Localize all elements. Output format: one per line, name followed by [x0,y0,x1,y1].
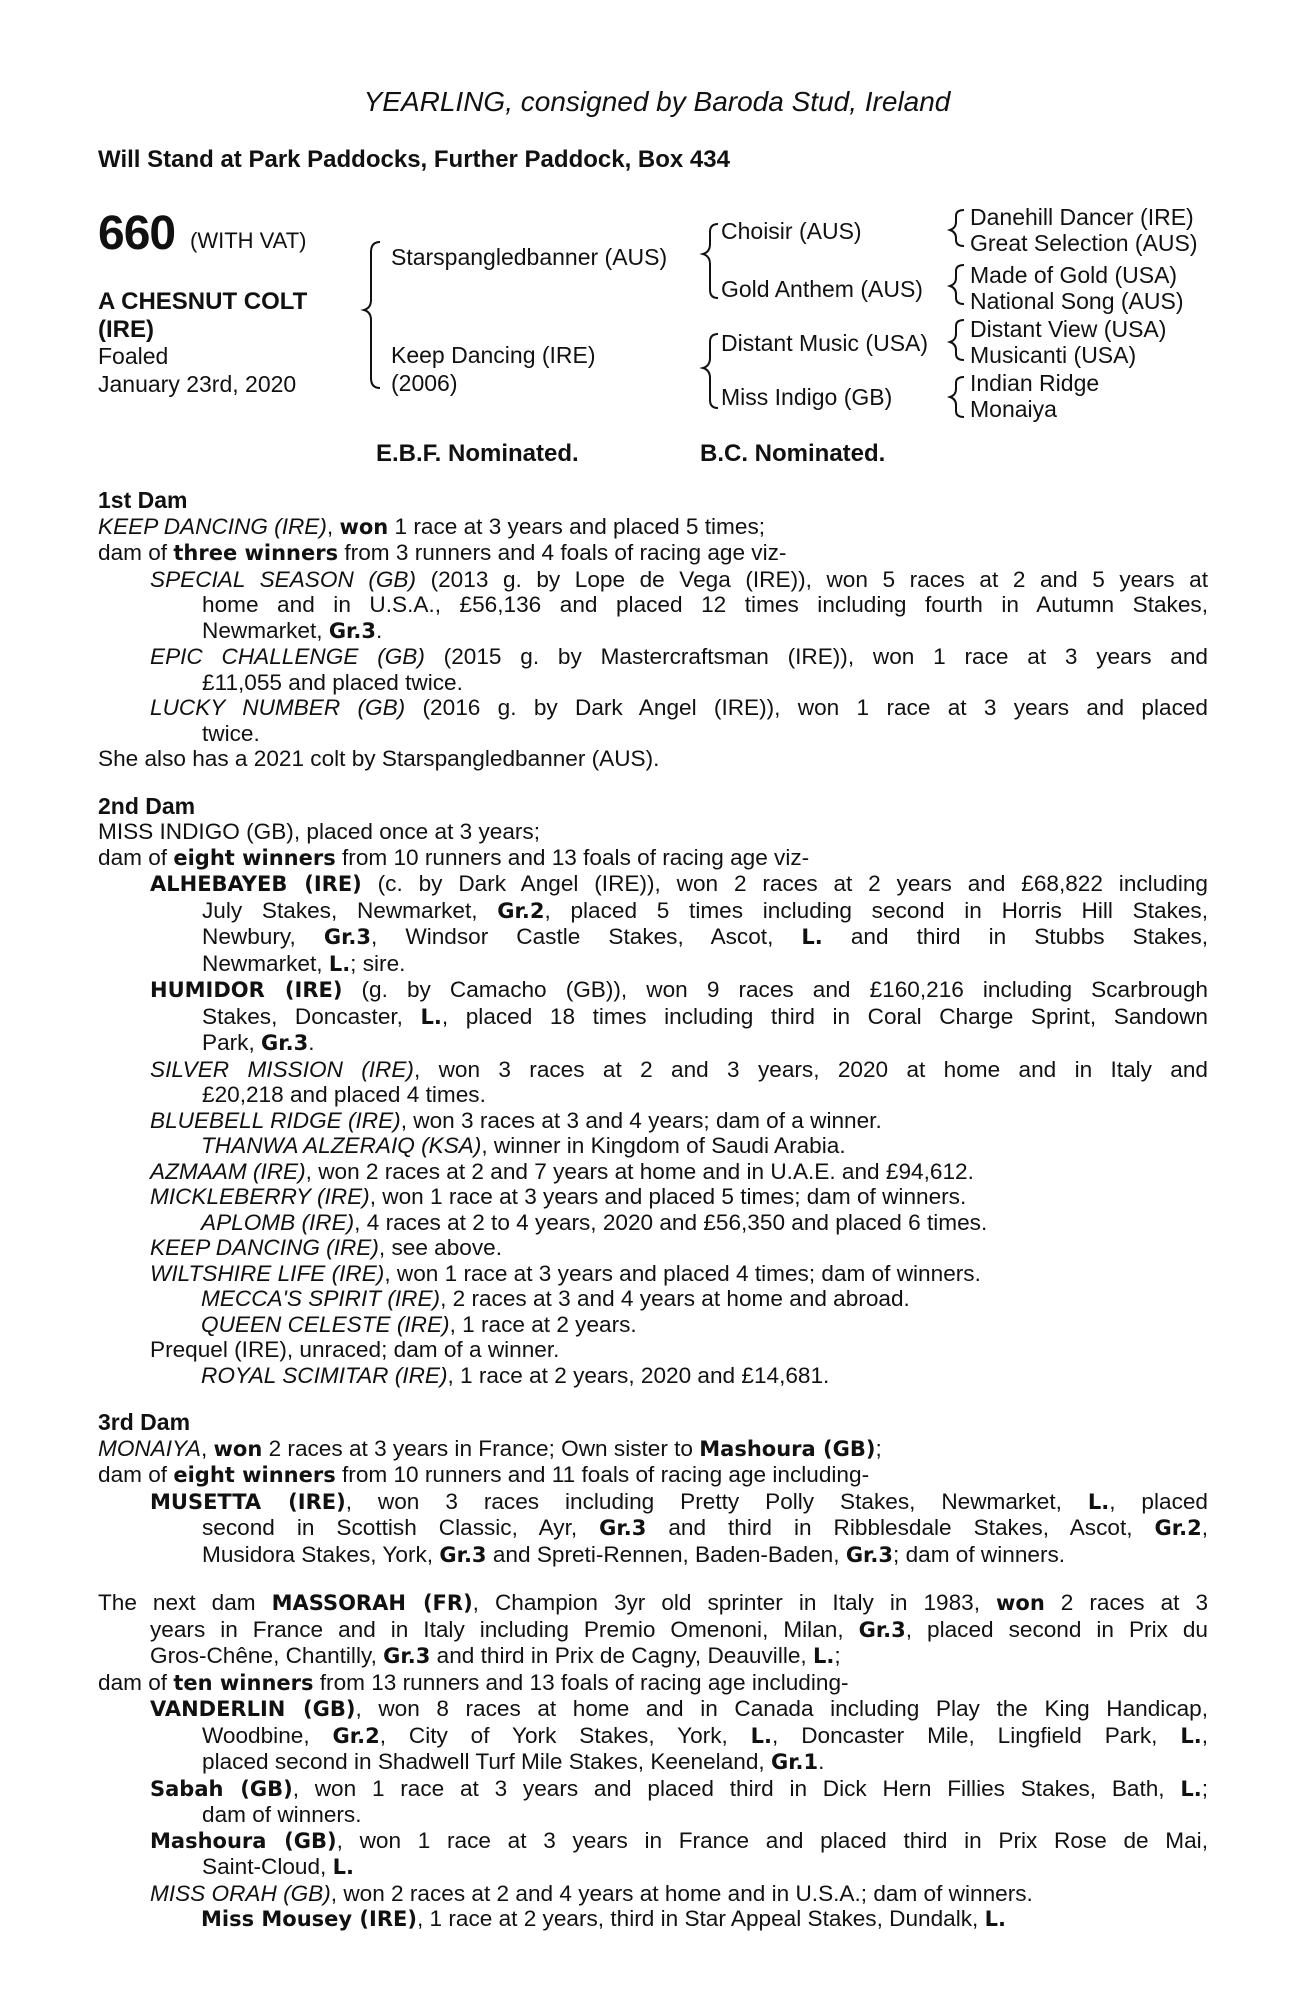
next-dam-section [98,1590,1208,1933]
section-title: 1st Dam [98,487,188,513]
produce-entry-cont: second in Scottish Classic, Ayr, Gr.3 and third in Ribblesdale Stakes, Ascot, Gr.2, [202,1515,1208,1540]
lot-vat: (WITH VAT) [190,228,307,253]
produce-entry: Sabah (GB), won 1 race at 3 years and placed third in Dick Hern Fillies Stakes, Bath, L.; [150,1775,1208,1801]
produce-entry: MUSETTA (IRE), won 3 races including Pretty Polly Stakes, Newmarket, L., placed [150,1488,1208,1514]
ss-dam: Great Selection (AUS) [970,230,1198,256]
produce-entry-cont: dam of winners. [202,1802,362,1827]
next-dam-line-cont: Gros-Chêne, Chantilly, Gr.3 and third in Prix de Cagny, Deauville, L.; [150,1643,841,1668]
produce-entry: MISS ORAH (GB), won 2 races at 2 and 4 years at home and in U.S.A.; dam of winners. [150,1880,1033,1906]
produce-entry: LUCKY NUMBER (GB) (2016 g. by Dark Angel (IRE)), won 1 race at 3 years and placed [150,695,1208,720]
ds-sire: Distant View (USA) [970,316,1167,342]
brace-miss-indigo [950,377,964,417]
produce-entry-cont: Musidora Stakes, York, Gr.3 and Spreti-Rennen, Baden-Baden, Gr.3; dam of winners. [202,1541,1066,1567]
dam-line: MONAIYA, won 2 races at 3 years in France; Own sister to Mashoura (GB); [98,1435,882,1461]
brace-sire [703,224,718,298]
dam-dam: Miss Indigo (GB) [721,384,893,410]
grandproduce-entry: APLOMB (IRE), 4 races at 2 to 4 years, 2020 and £56,350 and placed 6 times. [201,1209,988,1235]
produce-entry: WILTSHIRE LIFE (IRE), won 1 race at 3 years and placed 4 times; dam of winners. [150,1260,981,1286]
produce-entry: SPECIAL SEASON (GB) (2013 g. by Lope de Vega (IRE)), won 5 races at 2 and 5 years at [150,566,1208,592]
produce-entry-cont: Newmarket, Gr.3. [202,617,383,643]
dd-dam: Monaiya [970,396,1057,422]
produce-entry: VANDERLIN (GB), won 8 races at home and in Canada including Play the King Handicap, [150,1696,1209,1721]
produce-entry: Mashoura (GB), won 1 race at 3 years in France and placed third in Prix Rose de Mai, [150,1827,1208,1853]
produce-entry-cont: twice. [202,720,260,746]
grandproduce-entry: MECCA'S SPIRIT (IRE), 2 races at 3 and 4 years at home and abroad. [201,1286,910,1311]
next-dam-line-cont: years in France and in Italy including Premio Omenoni, Milan, Gr.3, placed second in Prix du [150,1616,1208,1642]
brace-gold-anthem [950,265,964,304]
produce-entry: BLUEBELL RIDGE (IRE), won 3 races at 3 and 4 years; dam of a winner. [150,1107,882,1133]
produce-entry-cont: £20,218 and placed 4 times. [202,1082,486,1107]
foaled-label: Foaled [98,343,169,369]
produce-entry: MICKLEBERRY (IRE), won 1 race at 3 years and placed 5 times; dam of winners. [150,1184,967,1209]
stand-location: Will Stand at Park Paddocks, Further Paddock, Box 434 [98,146,730,173]
produce-entry-cont: Woodbine, Gr.2, City of York Stakes, York, L., Doncaster Mile, Lingfield Park, L., [202,1722,1208,1748]
brace-sire-dam [364,242,380,388]
grandproduce-entry: ROYAL SCIMITAR (IRE), 1 race at 2 years, 2020 and £14,681. [201,1362,830,1388]
dam-produce-line: dam of ten winners from 13 runners and 13 foals of racing age including- [98,1669,849,1695]
brace-dam [703,334,718,408]
colt-line-2: (IRE) [98,316,154,343]
grandproduce-entry: Miss Mousey (IRE), 1 race at 2 years, third in Star Appeal Stakes, Dundalk, L. [201,1906,1006,1931]
first-dam-section [98,488,1208,772]
grandproduce-entry: QUEEN CELESTE (IRE), 1 race at 2 years. [201,1311,637,1337]
produce-entry-cont: Newbury, Gr.3, Windsor Castle Stakes, Ascot, L. and third in Stubbs Stakes, [202,924,1209,949]
ss-sire: Danehill Dancer (IRE) [970,204,1194,230]
sire-dam: Gold Anthem (AUS) [721,276,923,302]
produce-entry-cont: Saint-Cloud, L. [202,1854,354,1879]
produce-entry: KEEP DANCING (IRE), see above. [150,1235,503,1260]
dam-produce-line: dam of eight winners from 10 runners and 11 foals of racing age including- [98,1462,870,1487]
next-dam-line: The next dam MASSORAH (FR), Champion 3yr old sprinter in Italy in 1983, won 2 races at 3 [98,1590,1209,1615]
produce-entry-cont: home and in U.S.A., £56,136 and placed 12 times including fourth in Autumn Stakes, [202,592,1208,617]
grandproduce-entry: THANWA ALZERAIQ (KSA), winner in Kingdom of Saudi Arabia. [201,1133,846,1158]
dam-sire: Distant Music (USA) [721,330,929,356]
sire-name: Starspangledbanner (AUS) [391,244,668,270]
also-line: She also has a 2021 colt by Starspangledbanner (AUS). [98,746,660,771]
lot-number: 660 [98,207,176,260]
dam-line: KEEP DANCING (IRE), won 1 race at 3 years and placed 5 times; [98,513,766,539]
page-title: YEARLING, consigned by Baroda Stud, Ireland [363,86,951,117]
dam-produce-line: dam of eight winners from 10 runners and 13 foals of racing age viz- [98,844,810,870]
section-title: 3rd Dam [98,1409,191,1435]
produce-entry-cont: placed second in Shadwell Turf Mile Stakes, Keeneland, Gr.1. [202,1749,825,1774]
dam-line-text [98,488,1208,1955]
dd-sire: Indian Ridge [970,370,1100,396]
brace-distant-music [950,320,964,360]
bc-nominated: B.C. Nominated. [700,440,886,467]
dam-produce-line: dam of three winners from 3 runners and 4 foals of racing age viz- [98,540,787,565]
ds-dam: Musicanti (USA) [970,342,1137,368]
produce-entry-cont: Stakes, Doncaster, L., placed 18 times including third in Coral Charge Sprint, Sandown [202,1003,1208,1029]
dam-line: MISS INDIGO (GB), placed once at 3 years; [98,819,540,844]
produce-entry-cont: Newmarket, L.; sire. [202,950,406,976]
produce-entry: HUMIDOR (IRE) (g. by Camacho (GB)), won 9 races and £160,216 including Scarbrough [150,977,1208,1002]
produce-entry-cont: Park, Gr.3. [202,1030,315,1055]
produce-entry: SILVER MISSION (IRE), won 3 races at 2 and 3 years, 2020 at home and in Italy and [150,1056,1209,1082]
sd-sire: Made of Gold (USA) [970,262,1178,288]
foaled-date: January 23rd, 2020 [98,371,297,397]
produce-entry: EPIC CHALLENGE (GB) (2015 g. by Mastercraftsman (IRE)), won 1 race at 3 years and [150,644,1208,669]
produce-entry-cont: July Stakes, Newmarket, Gr.2, placed 5 times including second in Horris Hill Stakes, [202,897,1209,923]
brace-choisir [950,210,964,246]
third-dam-section [98,1410,1208,1568]
colt-line-1: A CHESNUT COLT [98,288,308,315]
produce-entry-cont: £11,055 and placed twice. [202,669,463,695]
dam-name: Keep Dancing (IRE) [391,342,596,368]
produce-entry: Prequel (IRE), unraced; dam of a winner. [150,1337,560,1362]
second-dam-section [98,794,1208,1389]
produce-entry: AZMAAM (IRE), won 2 races at 2 and 7 years at home and in U.A.E. and £94,612. [150,1158,974,1184]
section-title: 2nd Dam [98,792,196,819]
ebf-nominated: E.B.F. Nominated. [376,440,579,467]
sd-dam: National Song (AUS) [970,288,1184,314]
sire-sire: Choisir (AUS) [721,218,862,244]
dam-year: (2006) [391,370,458,396]
produce-entry: ALHEBAYEB (IRE) (c. by Dark Angel (IRE)), won 2 races at 2 years and £68,822 including [150,871,1208,896]
